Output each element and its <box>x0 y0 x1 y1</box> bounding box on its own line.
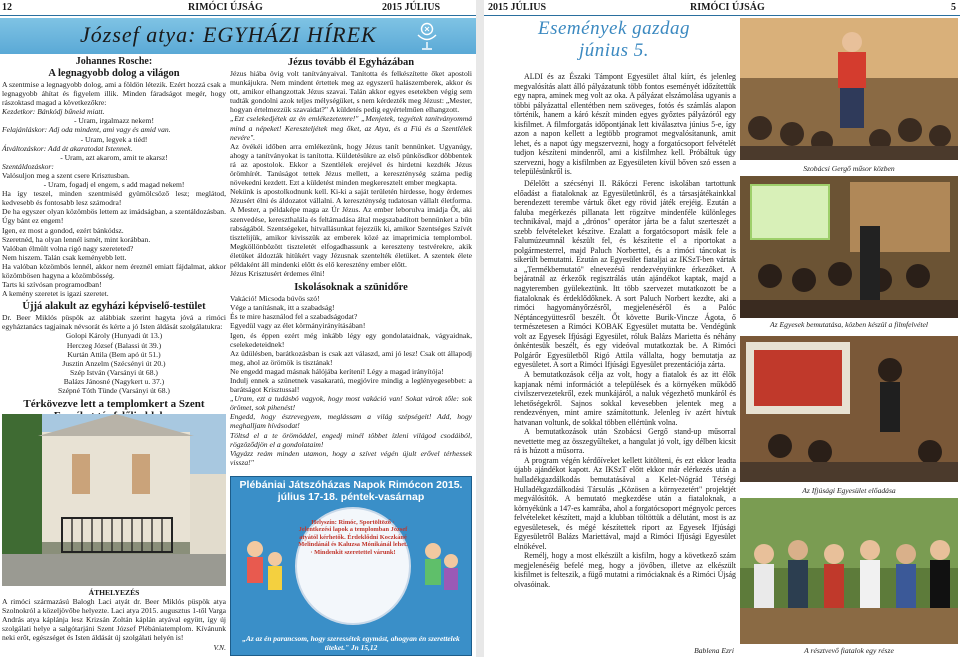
poster-bubble <box>295 507 411 625</box>
paragraph: Igen, és éppen ezért még inkább légy egy gondolataidnak, vágyaidnak, cselekedeteidnek! <box>230 330 472 349</box>
right-date: 2015 JÚLIUS <box>488 2 547 13</box>
left-header <box>0 0 476 16</box>
section-title: Iskolásoknak a szünidőre <box>294 282 408 294</box>
paragraph: Jézus Krisztusért érdemes élni! <box>230 269 325 279</box>
poster-title: Plébániai Játszóházas Napok Rimócon 2015. július 17-18. péntek-vasárnap <box>239 479 463 503</box>
left-column-2 <box>230 56 472 467</box>
photo-caption: Az Egyesek bemutatása, közben készül a filmfelvétel <box>770 320 928 329</box>
participants-photo <box>740 498 958 644</box>
right-publication: RIMÓCI ÚJSÁG <box>690 2 765 13</box>
paragraph: Egyedül vagy az élet körmányirányításában! <box>230 321 366 331</box>
paragraph: A bemutatkozások után Szobácsi Gergő stand-up műsorral nevettette meg az összegyűlteket, a hangulat jó volt, így délben kicsit rá is húzott a műsorra. <box>514 427 736 456</box>
paragraph: Szentáldozáskor: <box>2 161 54 171</box>
event-poster <box>230 476 472 656</box>
poster-bubble-text: Helyszín: Rimóc, Sportöltöző · Jelentkezési lapok a templomban József atyától kérhetők. Érdeklődni Koczkáné Melindánál és Kaluzsa Mónikánál lehet. · Mindenkit szeretettel várunk! <box>298 519 408 556</box>
youth-association-photo <box>740 336 958 482</box>
paragraph: Igen, ez most a gondod, ezért bánkódsz. <box>2 225 124 235</box>
member-list <box>2 331 226 395</box>
right-header <box>484 0 960 16</box>
paragraph: Indulj ennek a szünetnek vasakaratú, megjóvire mindig a leglényegesebbet: a barátságot Krisztussal! <box>230 376 472 395</box>
paragraph: Nekünk is apostolkodnunk kell. Ki-ki a saját területén hirdesse, hogy érdemes Jézusért élni és áldozatot vállalni. A kereszténység tudatosan vállalt életforma. A Mester, a példaképe maga az Úr Jézus. Az ember leborulva imádja Őt, aki szenvedése, kereszthalála és feltámadása által megszabadított bennünket a bűn rabságából. Szentségeket, hitvallásunkat fejezzük ki, amikor Szentséges Szívét tisztelijük, amikor kivisszük az emberek közé az imaprimicia templombol. Megköllönbözött tiszteletét elfogadhassunk a kereszteny testvérekre, akik életüket áldozták hitükért vagy Jézusnak szentelték életüket. A szentek élete példaként áll mindenki előtt és elő keresztény ember előtt. <box>230 187 472 269</box>
paragraph: Az üdülésben, barátkozásban is csak azt válaszd, ami jó lesz! Csak ott állapodj meg, ahol az örömök is tisztának! <box>230 348 472 367</box>
paragraph: „Uram, ezt a tudásbó vagyok, hogy most vakáció van! Sokat várok tőle: sok örömet, sok pihenést! <box>230 394 472 413</box>
paragraph: Valósuljon meg a szent csere Krisztusban. <box>2 170 130 180</box>
paragraph: De ha egyszer olyan közömbös lettem az imádságban, a szentáldozásban. Úgy bánt ez engem! <box>2 207 226 226</box>
paragraph: Átváltozáskor: Add át akaratodat Istennek. <box>2 143 133 153</box>
right-page <box>484 0 960 657</box>
paragraph: Délelőtt a szécsényi II. Rákóczi Ferenc iskolában tartottunk előadást a fiataloknak az Egyesületünkről, és a társasjátékainkkal berendezett terembe vártuk őket egy rövid játék erejéig. Ezután a faluba megérkezés pillanata lett rögzítve mindenféle különleges technikával, majd a „drónos" operátor járta be a falut szerteszét a szebb felvételeket készítve. Ezalatt a forgatócsoport másik fele a Falumúzeumnál készült fel, és készítette el a riportokat a polgármesterrel, majd Paluch Norberttel, és a rimóci táncokat is sikerült bemutatni. Ezután az Egyesület fiataljai az IKSzT-ben vártak a „Termékbemutató" elnevezésű rendezvényünkre érkezőket. A bejáratnál az érkezők regisztrálás után ajándékot kaptak, majd a nagyteremben gyülekeztünk. Itt több szervezet mutatkozott be a fiataloknak és érdeklődőknek. A sort Paluch Norbert kezdte, aki a rimóci hagyományőrzésről, megjelenéséről és a Palóc Néptáncegyüttesről beszélt. Őt követte Burik-Vincze Ágota, ő természetesen a Rimóci KOBAK Egyesület mutatta be. Vendégünk volt az Egyesek Ifjúsági Egyesület, róluk Balázs Marietta és néhány önkéntesük beszélt, és egy videóval mutatkoztak be. A Rimóci Polgárőr Egyesületből Rigó Attila vállalta, hogy bemutatja az egyesületet. A sort a Rimóci Ifjúsági Egyesület prezentációja zárta. <box>514 179 736 370</box>
list-item: Kurtán Attila (Bem apó út 51.) <box>67 349 161 359</box>
section-title: Térkövezve lett a templomkert a Szent <box>23 398 205 411</box>
church-photo <box>2 414 226 586</box>
photo-caption: Szobácsi Gergő műsor közben <box>803 164 895 173</box>
right-page-number: 5 <box>951 2 956 13</box>
paragraph: Ha valóban közömbös lennél, akkor nem éreznél emiatt fájdalmat, akkor közömbösen hagyna a közömbösség. <box>2 261 226 280</box>
signature: Bablena Ezri <box>694 646 734 655</box>
section-banner <box>0 18 476 54</box>
paragraph: A bemutatkozások célja az volt, hogy a fiatalok és az itt élők kapjanak némi információt a települések és a környéken működő civilszervezetekről, ezek munkájáról, a naluk végezhető munkáról és lehetőségekről. Sajnos sokkal kevesebben jelentek meg a rendezvényen, mint amire számítottunk. Jelenleg ív azért hívtuk hatvanan voltunk, de sokkal többen ellértünk volna. <box>514 369 736 427</box>
paragraph: És te mire használod fel a szabadságodat? <box>230 312 358 322</box>
paragraph: „Ezt cselekedjétek az én emlékezetemre!" „Menjetek, tegyétek tanítványommá mind a népeket! Kereszteljétek meg őket, az Atya, és a Fiú és a Szentlélek nevére". <box>230 114 472 142</box>
left-publication: RIMÓCI ÚJSÁG <box>188 2 263 13</box>
paragraph: Az övékéi időben arra emlékezünk, hogy Jézus tanít bennünket. Ugyanúgy, ahogy a tanítványokat is tanította. Küldetésükre az első pünkösdkor döbbentek rá az apostolok. Ekkor a Szentlélek erejével és hirdetni kezdték Jézus örömhírét. Tanúságot tettek Jézus mellett, a kereszténység száma pedig növekedni kezdett. Ezt a küldetést minden megkeresztelt ember megkapta. <box>230 141 472 188</box>
paragraph: Nem hiszem. Talán csak keményebb lett. <box>2 252 127 262</box>
poster-quote: „Az az én parancsom, hogy szeressétek egymást, ahogyan én szerettelek titeket." Jn 15,12 <box>242 634 460 652</box>
page-gutter <box>476 0 484 657</box>
paragraph: Valóban élmült volna rigó nagy szereteted? <box>2 243 134 253</box>
left-page <box>0 0 476 657</box>
paragraph: - Uram, legyek a tiéd! <box>80 134 148 144</box>
children-illustration <box>413 535 463 605</box>
paragraph: Kezdetkor: Bánkódj bűneid miatt. <box>2 107 105 117</box>
paragraph: - Uram, azt akarom, amit te akarsz! <box>60 152 168 162</box>
paragraph: Vigyázz reám minden utamon, hogy a szívet végén újult erővel térhessek vissza!" <box>230 448 472 467</box>
paragraph: Jézus hiába övig volt tanítványaival. Tanította és felkészítette őket apostoli munkájukra. Nem mindent értettek meg az egyszerű halászemberek, akkor és ott, amikor elhangzottak Jézus szavai. Talán akkor egyes esetekben végig sem tudták gondolni azok teljes mélységüket, s nem kérdezték meg Jézust: „Mester, hogyan értelmezzük szavaidat?" A küldetés pedig egyértelműen elhangzott. <box>230 69 472 115</box>
article-title: Jézus tovább él Egyházában <box>287 57 415 68</box>
paragraph: Tarts ki szívósan programodban! <box>2 280 102 290</box>
left-column-1 <box>2 56 226 423</box>
left-page-number: 12 <box>2 2 12 13</box>
paragraph: A szentmise a legnagyobb dolog, ami a földön létezik. Ezért hozzá csak a legnagyobb áhítat és figyelem illik. Minden fáradságot megér, hogy rászoktasd magad a következőkre: <box>2 80 226 108</box>
paragraph: Dr. Beer Miklós püspök az alábbiak szerint hagyta jóvá a rimóci egyháztanács tagjainak névsorát és kérte a jó Isten áldását szolgálatukra: <box>2 313 226 332</box>
signature: V.N. <box>213 642 226 652</box>
paragraph: Remélj, hogy a most elkészült a kisfilm, hogy a következő szám megjelenéséig befelé meg, hogy a jövőben, illetve az elkészült kisfilmet is felteszik, a fügő mutatni a rimóciaknak és a Rimóci Újság olvasóinak. <box>514 551 736 589</box>
paragraph: A kemény szeretet is igazi szeretet. <box>2 289 109 299</box>
paragraph: Szeretnéd, ha olyan lennél ismét, mint korábban. <box>2 234 151 244</box>
section-title: Újjá alakult az egyházi képviselő-testület <box>22 301 206 313</box>
left-date: 2015 JÚLIUS <box>382 2 441 13</box>
banner-title: József atya: EGYHÁZI HÍREK <box>80 22 377 47</box>
paragraph: - Uram, irgalmazz nekem! <box>74 116 154 126</box>
list-item: Szép István (Varsányi út 68.) <box>70 367 158 377</box>
article-title: Események gazdag június 5. <box>537 18 691 61</box>
paragraph: Felajánláskor: Adj oda mindent, ami vagy és amid van. <box>2 125 171 135</box>
paragraph: Ha így teszel, minden szentmiséd gyümölcsöző lesz; meglátod, kedvesebb és fontosabb lesz számodra! <box>2 189 226 208</box>
chalice-icon <box>412 20 442 52</box>
paragraph: ALDI és az Északi Támpont Egyesület által kiírt, és jelenleg megvalósítás alatt álló pályázatunk több fontos eseményét időzítettük egy napra, aminek meg volt az oka. A pályázat elszámolása ugyanis a többi pályázattal ellentétben nem szöveges, fotós és számlás alapon történik, hanem a káró készít minden egyes győztes pályázóról egy kisfilmet. A filmforgatás időpontjának lett kiválasztva június 5-e, így azon a napon kellett a legtöbb programot megvalósítanunk, amit lehet, és a napot úgy megszervezni, hogy a forgatócsoport felvételét tudjon készíteni mindenről, ami a kisfilmhez kell. Próbáltuk úgy szervezni, hogy a kisfilmben az Egyesületen kívül bőven szó essen a településünkről is. <box>514 72 736 177</box>
paragraph: Töltsd el a te örömöddel, engedj minél többet ízleni világod csodáiból, rögzöződjön el a gondolataim! <box>230 430 472 449</box>
children-illustration <box>239 535 289 605</box>
list-item: Jusztin Anzelm (Szécsényi út 20.) <box>62 358 166 368</box>
right-article-body <box>514 72 736 590</box>
relocation-title: ÁTHELYEZÉS <box>88 588 140 597</box>
paragraph: - Uram, fogadj el engem, s add magad nekem! <box>43 180 185 190</box>
paragraph: Ne engedd magad másnak hálójába kerítení! Légy a magad irányítója! <box>230 366 444 376</box>
list-item: Golopi Károly (Hunyadi út 13.) <box>65 331 163 341</box>
photo-caption: Az Ifjúsági Egyesület előadása <box>802 486 896 495</box>
paragraph: A rimóci származású Balogh Laci atyát dr. Beer Miklós püspök atya Szolnokról a közeljövőbe helyezte. Laci atya 2015. augusztus 1-től Varga András atya káplánja lesz Krizsán Zoltán káplán atyával együtt, így új szolgálati helye a salgótarjáni Szent József Plébániatemplom. Kívánunk neki erőt, egészséget és Isten áldását új szolgálati helyén is! <box>2 597 226 643</box>
paragraph: A program végén kérdőíveket kellett kitölteni, és ezt ekkor leadta újabb ajándékot kapott. Az IKSzT előtt ekkor már elérkezés után a hulladékgazdálkodás bemutatásával a Kelet-Nógrád Térségi Hulladékgazdálkodási Társulás „Közösen a környezetért" projektjét megválósítók. A bemutató megkezdése után a fiataloknak, a környékünk a 147-es kamrába, ahol a forgatócsoport mégnyolc perces felvételeket készített, majd a klubban töltöttük a délutánt, most is az egyesületesek, és mégé készítettek riport az Egyesek Ifjúsági Egyesületről Balázs Mariettával, majd a Rimóci Ifjúsági Egyesület elnökével. <box>514 455 736 551</box>
paragraph: Vakáció! Micsoda búvös szó! <box>230 294 320 304</box>
presentation-photo <box>740 176 958 318</box>
article-title: A legnagyobb dolog a világon <box>48 68 180 79</box>
paragraph: Vége a tanításnak, itt a szabadság! <box>230 303 335 313</box>
paragraph: Engedd, hogy észrevegyem, meglássam a világ szépségeit! Add, hogy meghalljam hívásodat! <box>230 412 472 431</box>
list-item: Szépné Tóth Tünde (Varsányi út 68.) <box>58 386 170 395</box>
photo-caption: A résztvevő fiatalok egy része <box>804 646 894 655</box>
list-item: Balázs Jánosné (Nagykert u. 37.) <box>63 376 165 386</box>
article-author: Johannes Rosche: <box>75 56 153 67</box>
standup-photo <box>740 18 958 160</box>
relocation-box <box>2 588 226 652</box>
list-item: Herczeg József (Balassi út 39.) <box>66 340 162 350</box>
